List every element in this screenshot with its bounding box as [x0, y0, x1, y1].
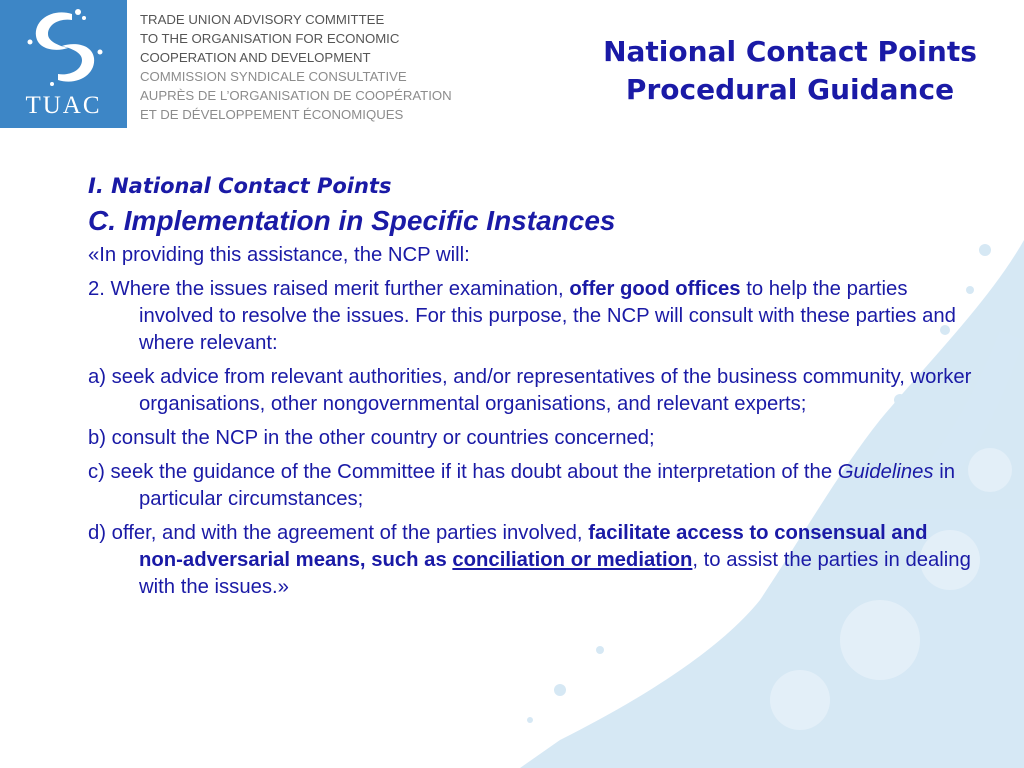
pc-text-pre: c) seek the guidance of the Committee if it has doubt about the interpretation of the	[88, 461, 838, 483]
organisation-name	[140, 10, 452, 124]
p2-text-pre: 2. Where the issues raised merit further examination,	[88, 278, 570, 300]
org-line-fr-1: COMMISSION SYNDICALE CONSULTATIVE	[140, 69, 407, 84]
intro-paragraph: «In providing this assistance, the NCP will:	[88, 244, 470, 266]
paragraph-2	[88, 276, 973, 357]
org-line-fr-2: AUPRÈS DE L’ORGANISATION DE COOPÉRATION	[140, 88, 452, 103]
paragraph-d	[88, 520, 973, 601]
slide-title-line-1: National Contact Points	[603, 35, 977, 68]
slide-title	[540, 33, 1024, 109]
section-heading: I. National Contact Points	[88, 174, 392, 198]
pd-bold-text: facilitate access to consensual and non-adversarial means, such as	[139, 522, 928, 571]
pd-text-post: , to assist the parties in dealing with the issues.»	[139, 549, 971, 598]
pd-bold-underline-text: conciliation or mediation	[452, 549, 693, 571]
org-line-fr-3: ET DE DÉVELOPPEMENT ÉCONOMIQUES	[140, 107, 404, 122]
org-line-en-3: COOPERATION AND DEVELOPMENT	[140, 50, 371, 65]
tuac-swirl-icon	[0, 0, 127, 92]
paragraph-b: b) consult the NCP in the other country or countries concerned;	[88, 427, 655, 449]
paragraph-a: a) seek advice from relevant authorities, and/or representatives of the business community, worker organisations, other nongovernmental organisations, and relevant experts;	[88, 366, 972, 415]
slide-content	[88, 168, 973, 608]
slide-title-line-2: Procedural Guidance	[625, 73, 955, 106]
pc-italic-text: Guidelines	[837, 461, 934, 483]
section-subheading: C. Implementation in Specific Instances	[88, 205, 616, 236]
pc-text-post: in particular circumstances;	[139, 461, 955, 510]
p2-text-post: to help the parties involved to resolve the issues. For this purpose, the NCP will consult with these parties and where relevant:	[139, 278, 956, 354]
paragraph-c	[88, 459, 973, 513]
p2-bold-text: offer good offices	[569, 278, 741, 300]
logo-label: TUAC	[25, 92, 102, 119]
org-line-en-2: TO THE ORGANISATION FOR ECONOMIC	[140, 31, 400, 46]
tuac-logo	[0, 0, 127, 128]
pd-text-pre: d) offer, and with the agreement of the parties involved,	[88, 522, 589, 544]
org-line-en-1: TRADE UNION ADVISORY COMMITTEE	[140, 12, 385, 27]
